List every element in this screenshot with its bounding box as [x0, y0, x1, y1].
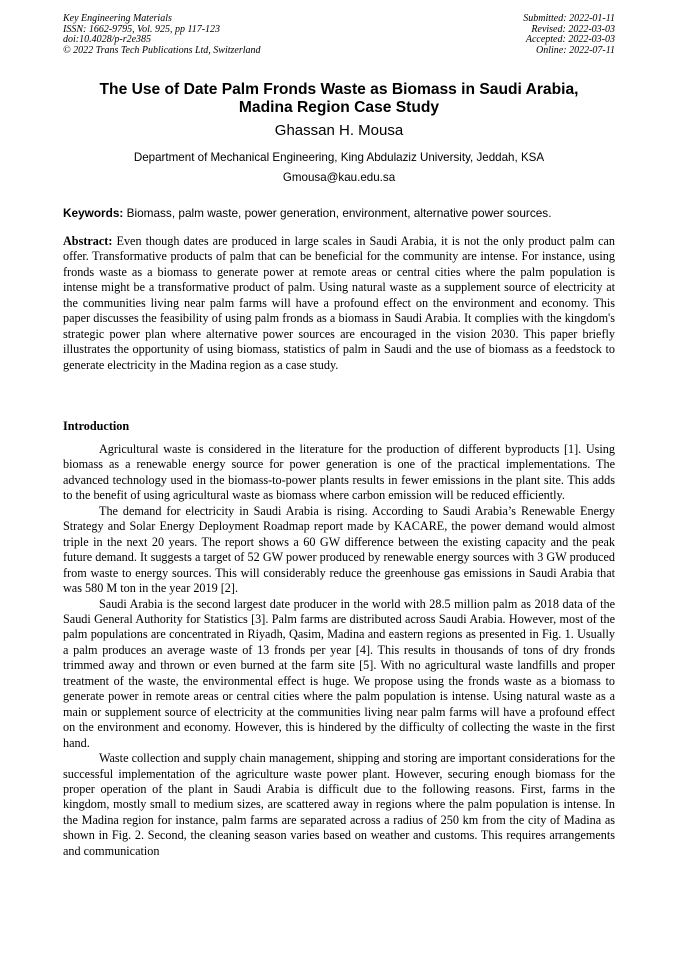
- paragraph: Saudi Arabia is the second largest date producer in the world with 28.5 million palm as 2018 data of the Saudi General Authority for Statistics [3]. Palm farms are distributed across Saudi Arabia. However, most of the palm populations are concentrated in Riyadh, Qasim, Madina and eastern regions as presented in Fig. 1. Usually a palm produces an average waste of 13 fronds per year [4]. This results in thousands of tons of dry fronds trimmed away and thrown or even burned at the farm site [5]. With no agricultural waste landfills and proper treatment of the waste, the environmental effect is huge. We propose using the fronds waste as a biomass to generate power in remote areas or central cities where the palm population is intense. Using natural waste as a main or supplement source of electricity at the communities living near palm farms will have a profound effect on the environment and economy. However, this is hindered by the difficulty of collecting the waste in the first hand.: [63, 596, 615, 750]
- paragraph: The demand for electricity in Saudi Arabia is rising. According to Saudi Arabia’s Renewable Energy Strategy and Solar Energy Deployment Roadmap report made by KACARE, the power demand would almost triple in the next 20 years. The report shows a 60 GW difference between the existing capacity and the peak future demand. It suggests a target of 52 GW power produced by renewable energy sources with 3 GW produced from waste to energy sources. This will considerably reduce the greenhouse gas emissions in Saudi Arabia that was 580 M ton in the year 2019 [2].: [63, 503, 615, 596]
- abstract: [63, 234, 615, 373]
- keywords-text: Biomass, palm waste, power generation, environment, alternative power sources.: [123, 206, 552, 220]
- accepted-date: Accepted: 2022-03-03: [525, 34, 615, 46]
- title-line: The Use of Date Palm Fronds Waste as Biomass in Saudi Arabia,: [99, 81, 579, 98]
- doi: doi:10.4028/p-r2e385: [63, 34, 152, 46]
- section-heading: Introduction: [63, 419, 130, 433]
- introduction-body: [63, 442, 615, 859]
- abstract-label: Abstract:: [63, 234, 113, 248]
- paragraph: Waste collection and supply chain management, shipping and storing are important considerations for the successful implementation of the agriculture waste power plant. However, securing enough biomass for the proper operation of the plant in Saudi Arabia is difficult due to the following reasons. First, farms in the kingdom, mostly small to medium sizes, are scattered away in regions where the palm population is intense. In the Madina region for instance, palm farms are separated across a radius of 250 km from the city of Madina as shown in Fig. 2. Second, the cleaning season varies based on weather and customs. This requires arrangements and communication: [63, 751, 615, 858]
- paragraph: Agricultural waste is considered in the literature for the production of different byproducts [1]. Using biomass as a renewable energy source for power generation is one of the practical implementations. The advanced technology used in the biomass-to-power plants results in fewer emissions in the plant site. This adds to the benefit of using agricultural waste as biomass where carbon emission will be reduced efficiently.: [63, 442, 615, 503]
- affiliation: Department of Mechanical Engineering, King Abdulaziz University, Jeddah, KSA: [133, 151, 545, 164]
- submitted-date: Submitted: 2022-01-11: [523, 13, 615, 24]
- keywords-label: Keywords:: [63, 206, 124, 220]
- copyright: © 2022 Trans Tech Publications Ltd, Switzerland: [63, 44, 261, 56]
- journal-info: [63, 14, 261, 56]
- journal-name: Key Engineering Materials: [63, 13, 172, 24]
- author: Ghassan H. Mousa: [274, 122, 404, 139]
- keywords: [63, 206, 552, 220]
- online-date: Online: 2022-07-11: [536, 44, 615, 56]
- dates-info: [523, 14, 615, 56]
- abstract-text: Even though dates are produced in large scales in Saudi Arabia, it is not the only product palm can offer. Transformative products of palm that can be beneficial for the community are intense. For instance, using fronds waste as a biomass to generate power at remote areas or central cities where the palm population is intense might be a transformative product of palm. Using natural waste as a supplement source of electricity at the communities living near palm farms will have a profound effect on the environment and economy. This paper discusses the feasibility of using palm fronds as a biomass in Saudi Arabia. It complies with the kingdom's strategic power plan where alternative power sources are encouraged in the vision 2030. This paper briefly illustrates the opportunity of using biomass, statistics of palm in Saudi and the use of biomass as a feedstock to generate electricity in the Madina region as a case study.: [63, 234, 615, 372]
- revised-date: Revised: 2022-03-03: [531, 23, 615, 35]
- issn: ISSN: 1662-9795, Vol. 925, pp 117-123: [63, 23, 221, 35]
- title-line: Madina Region Case Study: [238, 98, 440, 116]
- author-email: Gmousa@kau.edu.sa: [282, 171, 396, 184]
- paper-title: [40, 81, 638, 116]
